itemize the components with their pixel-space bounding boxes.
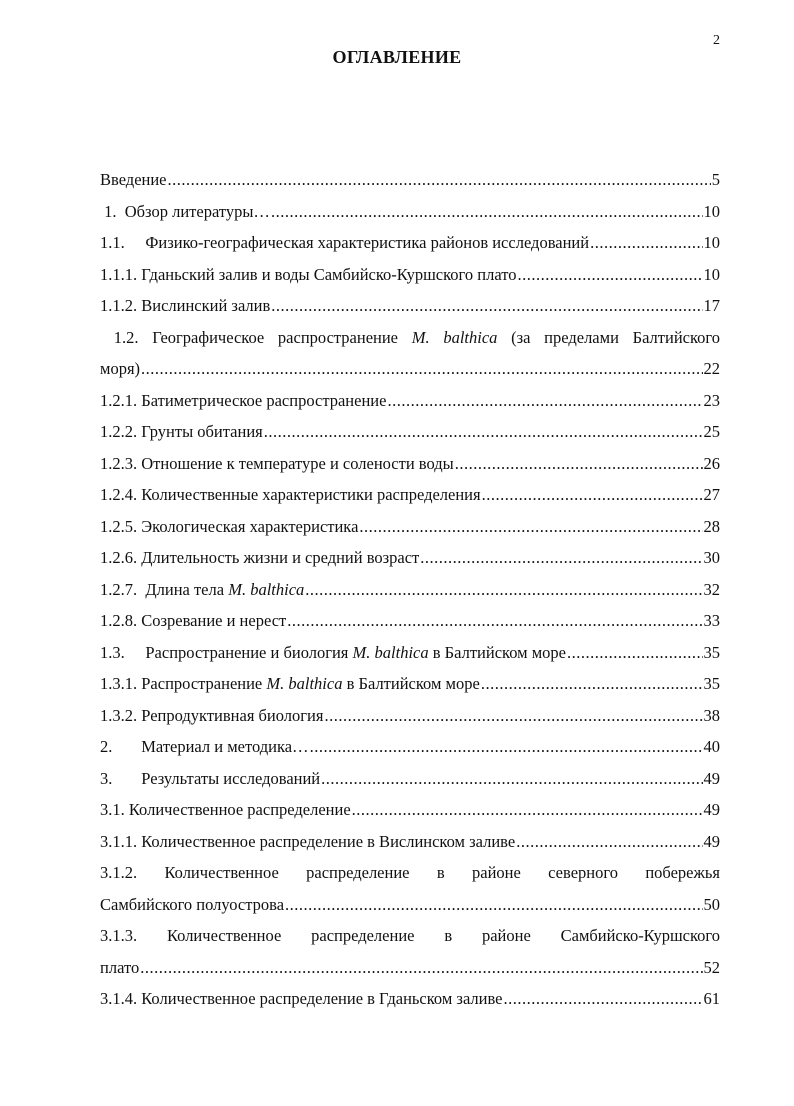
toc-entry [100,832,720,864]
toc-page-number: 10 [703,233,720,252]
toc-page-number: 28 [703,516,720,536]
toc-entry-title: Географическое распространение [152,327,399,347]
toc-page-number: 50 [703,894,720,914]
toc-entry [100,454,720,486]
toc-entry-title: Экологическая характеристика [141,516,359,536]
toc-page-number: 33 [703,611,720,630]
toc-page-number: 25 [703,422,720,441]
toc-entry-number: 1.2.6. [100,548,138,567]
toc-entry-title: Количественное распределение [128,800,351,819]
toc-entry [100,485,720,517]
toc-page-number: 5 [711,170,720,189]
toc-entry-title: Распространение [141,674,263,693]
toc-entry-number: 2. [100,737,113,756]
toc-page-number: 23 [703,390,720,410]
toc-entry-title: Количественное распределение в Вислинском заливе [141,831,516,851]
toc-entry-title: Батиметрическое распространение [141,390,387,410]
toc-page-number: 49 [703,768,720,788]
dot-leader [271,202,703,222]
toc-entry [100,548,720,580]
dot-leader [567,643,703,663]
toc-entry-title: Количественные характеристики распределения [141,485,481,504]
toc-entry [100,328,720,360]
toc-entry [100,580,720,612]
toc-entry-number: 1.1. [100,233,125,252]
toc-page-number: 32 [703,579,720,599]
toc-page-number: 17 [703,296,720,315]
dot-leader [271,296,702,316]
toc-entry [100,800,720,832]
toc-entry-title: моря) [100,359,141,378]
dot-leader [285,895,702,915]
toc-entry-number: 1.1.1. [100,264,138,284]
toc-entry-title: Созревание и нерест [141,611,287,630]
toc-page-number: 52 [703,957,720,977]
toc-entry [100,989,720,1021]
toc-entry [100,170,720,202]
dot-leader [517,265,702,285]
toc-entry-title: Обзор литературы… [124,201,270,221]
toc-page-number: 26 [703,453,720,473]
toc-page-number: 30 [703,548,720,567]
toc-entry-title: Физико-географическая характеристика районов исследований [145,233,590,252]
dot-leader [504,989,703,1009]
dot-leader [420,548,702,568]
dot-leader [482,485,703,505]
toc-entry-number: 1.3.2. [100,705,138,725]
toc-page-number: 10 [703,264,720,284]
toc-entry-number: 1.2.2. [100,422,138,441]
toc-entry-number: 3. [100,768,113,788]
toc-entry-number: 1.3.1. [100,674,138,693]
toc-page-number: 61 [703,989,720,1008]
toc-entry-title: Количественное распределение в Гданьском заливе [141,989,503,1008]
toc-page-number: 35 [703,642,720,662]
dot-leader [140,958,702,978]
toc-entry [100,643,720,675]
dot-leader [310,737,703,757]
table-of-contents [100,170,720,1021]
toc-entry-number: 1.2.7. [100,579,138,599]
toc-entry-number: 1.2.1. [100,390,138,410]
toc-entry-number: 1. [104,201,117,221]
dot-leader [359,517,702,537]
toc-page-number: 27 [703,485,720,504]
species-name: M. balthica [266,674,343,693]
toc-entry-title: Репродуктивная биология [141,705,324,725]
dot-leader [321,769,702,789]
toc-entry-number: 3.1.3. [100,926,138,945]
toc-entry-continuation [100,958,720,990]
toc-entry-title-cont: в Балтийском море [346,674,480,693]
toc-entry-title: Вислинский залив [141,296,271,315]
species-name: M. balthica [352,642,429,662]
toc-entry [100,391,720,423]
dot-leader [455,454,703,474]
toc-entry-title: Самбийского полуострова [100,894,285,914]
toc-entry-title: плато [100,957,140,977]
dot-leader [305,580,702,600]
toc-entry-number: 3.1. [100,800,125,819]
toc-entry-title: Отношение к температуре и солености воды [141,453,454,473]
toc-entry-number: 1.2.5. [100,516,138,536]
toc-entry-title: Количественное распределение в районе северного побережья [164,863,720,882]
toc-entry-title: Грунты обитания [141,422,263,441]
toc-entry [100,863,720,895]
toc-entry-number: 1.2.3. [100,453,138,473]
dot-leader [287,611,702,631]
toc-entry-number: 1.2.8. [100,611,138,630]
toc-entry-number: 1.2. [113,327,139,347]
toc-entry-title-cont: (за пределами Балтийского [511,327,721,347]
toc-entry [100,265,720,297]
dot-leader [324,706,702,726]
toc-entry [100,296,720,328]
toc-entry-title: Количественное распределение в районе Самбийско-Куршского [166,926,721,945]
species-name: M. balthica [228,579,305,599]
toc-entry [100,737,720,769]
toc-entry-number: 3.1.1. [100,831,138,851]
toc-entry-continuation [100,895,720,927]
toc-entry [100,202,720,234]
dot-leader [481,674,703,694]
toc-entry-title: Материал и методика… [141,737,309,756]
dot-leader [516,832,702,852]
toc-page-number: 49 [703,831,720,851]
toc-page-number: 22 [703,359,720,378]
toc-entry [100,706,720,738]
toc-entry [100,926,720,958]
toc-entry-title: Распространение и биология [145,642,349,662]
toc-entry-title: Результаты исследований [141,768,321,788]
toc-page-number: 10 [703,201,720,221]
toc-entry-title-cont: в Балтийском море [432,642,566,662]
dot-leader [590,233,702,253]
toc-entry-title: Длина тела [145,579,225,599]
toc-page-number: 49 [703,800,720,819]
toc-entry-number: 3.1.4. [100,989,138,1008]
page-title: ОГЛАВЛЕНИЕ [332,47,462,67]
toc-entry [100,611,720,643]
toc-entry-number: 1.3. [100,642,125,662]
dot-leader [387,391,702,411]
dot-leader [352,800,703,820]
toc-entry [100,422,720,454]
dot-leader [264,422,703,442]
toc-entry-number: 3.1.2. [100,863,138,882]
toc-entry [100,674,720,706]
toc-entry-title: Гданьский залив и воды Самбийско-Куршского плато [141,264,517,284]
species-name: M. balthica [411,327,498,347]
toc-page-number: 40 [703,737,720,756]
toc-entry [100,233,720,265]
toc-entry-title: Введение [100,170,167,189]
toc-entry-number: 1.1.2. [100,296,138,315]
toc-page-number: 38 [703,705,720,725]
dot-leader [168,170,711,190]
page-number: 2 [713,33,720,48]
toc-entry-continuation [100,359,720,391]
toc-entry [100,517,720,549]
dot-leader [141,359,702,379]
toc-entry-number: 1.2.4. [100,485,138,504]
toc-page-number: 35 [703,674,720,693]
toc-entry-title: Длительность жизни и средний возраст [141,548,420,567]
toc-entry [100,769,720,801]
